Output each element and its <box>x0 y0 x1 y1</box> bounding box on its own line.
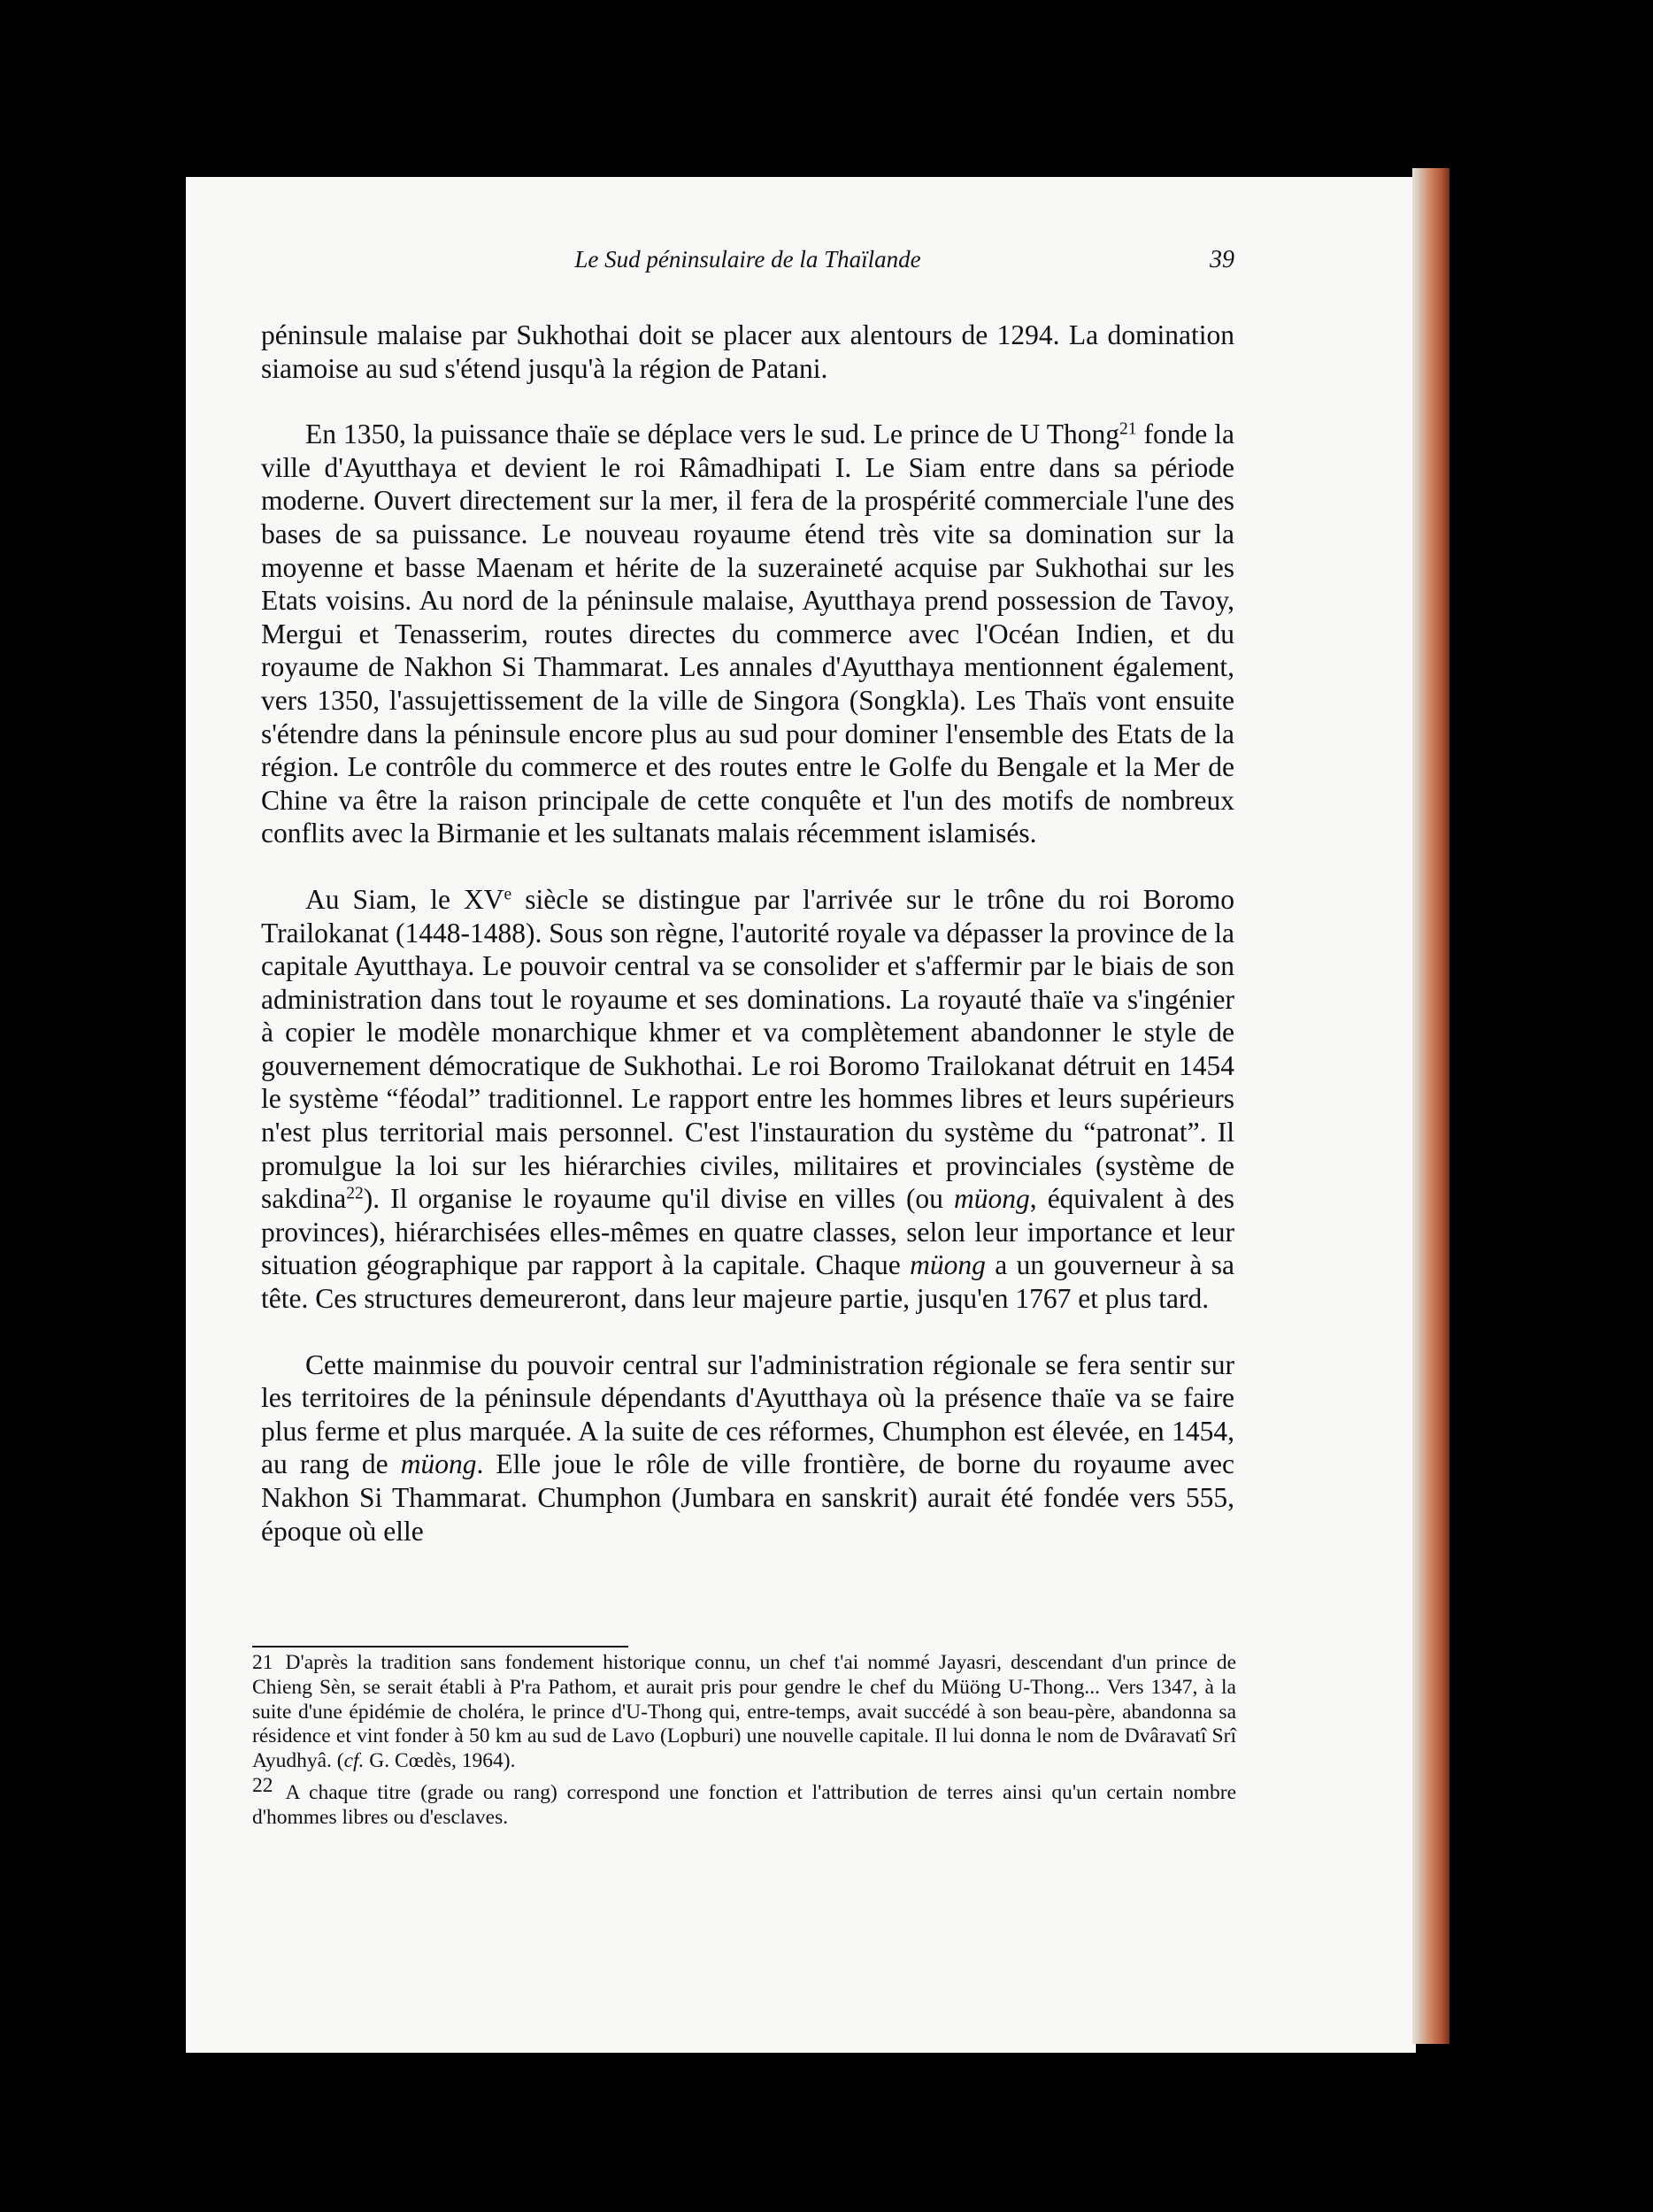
paragraph-3-text-c: ). Il organise le royaume qu'il divise en villes (ou <box>363 1183 954 1215</box>
footnote-ref-21: 21 <box>1119 419 1137 439</box>
running-title: Le Sud péninsulaire de la Thaïlande <box>574 246 921 273</box>
paragraph-2-text-b: fonde la ville d'Ayutthaya et devient le roi Râmadhipati I. Le Siam entre dans sa période moderne. Ouvert directement sur la mer, il fera de la prospérité commerciale l'une des bases de sa puissance. Le nouveau royaume étend très vite sa domination sur la moyenne et basse Maenam et hérite de la suzeraineté acquise par Sukhothai sur les Etats voisins. Au nord de la péninsule malaise, Ayutthaya prend possession de Tavoy, Mergui et Tenasserim, routes directes du commerce avec l'Océan Indien, et du royaume de Nakhon Si Thammarat. Les annales d'Ayutthaya mentionnent également, vers 1350, l'assujettissement de la ville de Singora (Songkla). Les Thaïs vont ensuite s'étendre dans la péninsule encore plus au sud pour dominer l'ensemble des Etats de la région. Le contrôle du commerce et des routes entre le Golfe du Bengale et la Mer de Chine va être la raison principale de cette conquête et l'un des motifs de nombreux conflits avec la Birmanie et les sultanats malais récemment islamisés. <box>261 419 1234 849</box>
footnote-21-cf: cf. <box>343 1749 365 1773</box>
muong-term: müong <box>910 1249 986 1281</box>
paragraph-4 <box>261 1348 1234 1548</box>
footnote-ref-22: 22 <box>346 1184 364 1203</box>
footnote-21-text-a: D'après la tradition sans fondement historique connu, un chef t'ai nommé Jayasri, descendant d'un prince de Chieng Sèn, se serait établi à P'ra Pathom, et aurait pris pour gendre le chef du Müöng U-Thong... Vers 1347, à la suite d'une épidémie de choléra, le prince d'U-Thong qui, entre-temps, avait succédé à son beau-père, abandonna sa résidence et vint fonder à 50 km au sud de Lavo (Lopburi) une nouvelle capitale. Il lui donna le nom de Dvâravatî Srî Ayudhyâ. ( <box>252 1651 1236 1773</box>
paragraph-3-text-a: Au Siam, le XV <box>305 883 504 915</box>
running-head <box>261 246 1234 281</box>
century-superscript: e <box>504 885 512 904</box>
footnote-21-number: 21 <box>252 1651 273 1674</box>
paragraph-4-text-b: . Elle joue le rôle de ville frontière, de borne du royaume avec Nakhon Si Thammarat. Chumphon (Jumbara en sanskrit) aurait été fondée vers 555, époque où elle <box>261 1448 1234 1547</box>
footnote-21-text-b: G. Cœdès, 1964). <box>364 1749 516 1773</box>
paragraph-3-text-b: siècle se distingue par l'arrivée sur le trône du roi Boromo Trailokanat (1448-1488). Sous son règne, l'autorité royale va dépasser la province de la capitale Ayutthaya. Le pouvoir central va se consolider et s'affermir par le biais de son administration dans tout le royaume et ses dominations. La royauté thaïe va s'ingénier à copier le modèle monarchique khmer et va complètement abandonner le style de gouvernement démocratique de Sukhothai. Le roi Boromo Trailokanat détruit en 1454 le système “féodal” traditionnel. Le rapport entre les hommes libres et leurs supérieurs n'est plus territorial mais personnel. C'est l'instauration du système du “patronat”. Il promulgue la loi sur les hiérarchies civiles, militaires et provinciales (système de sakdina <box>261 883 1235 1215</box>
page-number: 39 <box>1210 246 1234 273</box>
paragraph-3-text-e: a un gouverneur à sa tête. Ces structures demeureront, dans leur majeure partie, jusqu'en 1767 et plus tard. <box>261 1249 1234 1315</box>
footnote-21 <box>252 1651 1236 1774</box>
footnote-rule <box>252 1646 628 1647</box>
body-text <box>261 319 1234 1548</box>
paragraph-3 <box>261 883 1234 1316</box>
paragraph-2-text-a: En 1350, la puissance thaïe se déplace vers le sud. Le prince de U Thong <box>305 419 1119 450</box>
footnote-22 <box>252 1774 1236 1831</box>
muong-term: müong <box>954 1183 1030 1215</box>
footnotes <box>252 1651 1236 1831</box>
paragraph-2 <box>261 418 1234 850</box>
paragraph-1 <box>261 319 1234 385</box>
paragraph-1-text: péninsule malaise par Sukhothai doit se placer aux alentours de 1294. La domination siamoise au sud s'étend jusqu'à la région de Patani. <box>261 319 1234 384</box>
paragraph-4-text-a: Cette mainmise du pouvoir central sur l'administration régionale se fera sentir sur les territoires de la péninsule dépendants d'Ayutthaya où la présence thaïe va se faire plus ferme et plus marquée. A la suite de ces réformes, Chumphon est élevée, en 1454, au rang de <box>261 1348 1234 1480</box>
footnote-22-number: 22 <box>252 1773 273 1797</box>
paragraph-3-text-d: , équivalent à des provinces), hiérarchisées elles-mêmes en quatre classes, selon leur importance et leur situation géographique par rapport à la capitale. Chaque <box>261 1183 1234 1281</box>
muong-term: müong <box>400 1448 477 1480</box>
page-edge <box>1412 168 1449 2044</box>
footnote-22-text: A chaque titre (grade ou rang) correspond une fonction et l'attribution de terres ainsi qu'un certain nombre d'hommes libres ou d'esclaves. <box>252 1781 1236 1829</box>
